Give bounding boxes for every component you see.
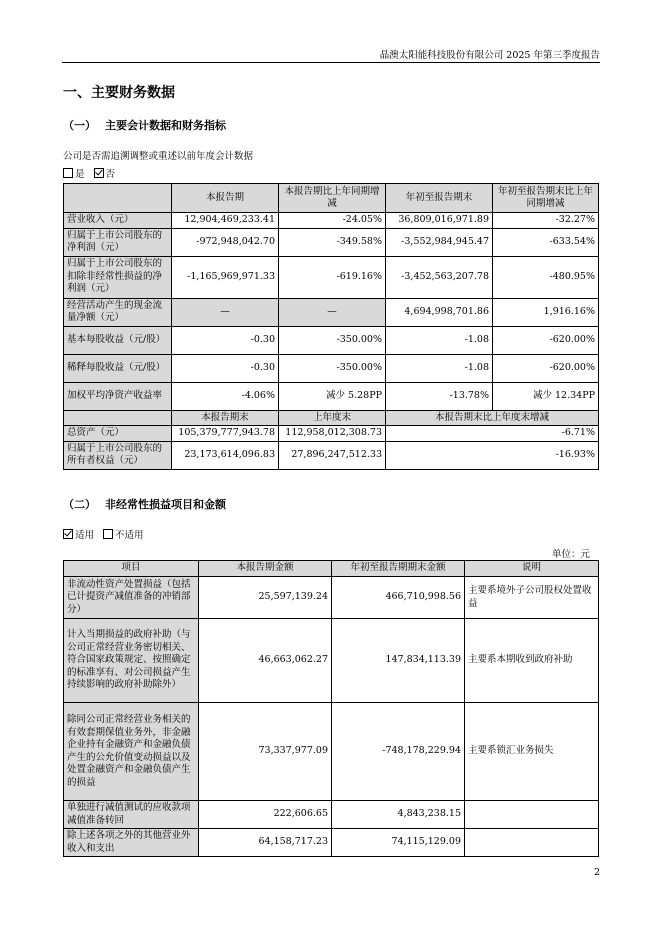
row-label: 总资产（元） bbox=[64, 426, 172, 442]
table-subheader-row bbox=[64, 410, 599, 426]
page-number: 2 bbox=[593, 867, 600, 878]
header-rule bbox=[62, 62, 600, 63]
row-label: 非流动性资产处置损益（包括已计提资产减值准备的冲销部分） bbox=[64, 577, 199, 619]
table-header-cell: 本报告期比上年同期增减 bbox=[279, 184, 386, 213]
table-row bbox=[64, 382, 599, 410]
applicable-options bbox=[63, 527, 150, 541]
row-label: 除同公司正常经营业务相关的有效套期保值业务外，非金融企业持有金融资产和金融负债产生的公允价值变动损益以及处置金融资产和金融负债产生的损益 bbox=[64, 703, 199, 801]
row-label: 经营活动产生的现金流量净额（元） bbox=[64, 298, 172, 326]
row-label: 单独进行减值测试的应收款项减值准备转回 bbox=[64, 801, 199, 829]
table-cell: -0.30 bbox=[172, 354, 279, 382]
non-recurring-items-table bbox=[63, 560, 599, 857]
row-label: 计入当期损益的政府补助（与公司正常经营业务密切相关、符合国家政策规定、按照确定的标准享有、对公司损益产生持续影响的政府补助除外） bbox=[64, 619, 199, 703]
table-cell: 64,158,717.23 bbox=[199, 829, 332, 857]
table-row bbox=[64, 441, 599, 469]
table-cell: -620.00% bbox=[493, 354, 599, 382]
table-cell: -1.08 bbox=[386, 326, 493, 354]
page-header: 晶澳太阳能科技股份有限公司 2025 年第三季度报告 bbox=[379, 50, 600, 61]
row-label: 营业收入（元） bbox=[64, 213, 172, 229]
table-cell: -3,552,984,945.47 bbox=[386, 228, 493, 256]
table-cell: -480.95% bbox=[493, 256, 599, 298]
table-cell: — bbox=[172, 298, 279, 326]
subsection-1-number: （一） bbox=[63, 119, 96, 132]
table-cell: 12,904,469,233.41 bbox=[172, 213, 279, 229]
table-cell: -24.05% bbox=[279, 213, 386, 229]
table-cell: -620.00% bbox=[493, 326, 599, 354]
table-cell: 147,834,113.39 bbox=[332, 619, 465, 703]
table-row bbox=[64, 426, 599, 442]
table-cell bbox=[465, 801, 599, 829]
key-financial-data-table bbox=[63, 183, 599, 470]
table-cell: 46,663,062.27 bbox=[199, 619, 332, 703]
table-header-cell: 本报告期金额 bbox=[199, 561, 332, 577]
subsection-1-title: 主要会计数据和财务指标 bbox=[105, 119, 226, 132]
table-row bbox=[64, 829, 599, 857]
table-cell: 36,809,016,971.89 bbox=[386, 213, 493, 229]
table-cell: 73,337,977.09 bbox=[199, 703, 332, 801]
table-cell: 27,896,247,512.33 bbox=[279, 441, 386, 469]
retro-option-no-label: 否 bbox=[105, 169, 116, 180]
table-row bbox=[64, 228, 599, 256]
table-corner-cell bbox=[64, 410, 172, 426]
unit-label: 单位：元 bbox=[551, 549, 590, 560]
table-cell: 25,597,139.24 bbox=[199, 577, 332, 619]
table-row bbox=[64, 298, 599, 326]
retro-option-no[interactable] bbox=[94, 169, 116, 180]
table-cell: -349.58% bbox=[279, 228, 386, 256]
table-cell: -13.78% bbox=[386, 382, 493, 410]
table-header-row bbox=[64, 561, 599, 577]
table-header-cell: 上年度末 bbox=[279, 410, 386, 426]
table-cell: — bbox=[279, 298, 386, 326]
row-label: 加权平均净资产收益率 bbox=[64, 382, 172, 410]
table-row bbox=[64, 619, 599, 703]
row-label: 归属于上市公司股东的扣除非经常性损益的净利润（元） bbox=[64, 256, 172, 298]
table-header-row bbox=[64, 184, 599, 213]
table-cell: 222,606.65 bbox=[199, 801, 332, 829]
subsection-2-title: 非经常性损益项目和金额 bbox=[105, 498, 226, 511]
table-cell: -1.08 bbox=[386, 354, 493, 382]
table-cell: -748,178,229.94 bbox=[332, 703, 465, 801]
checkbox-unchecked-icon[interactable] bbox=[63, 168, 73, 178]
section-title: 一、主要财务数据 bbox=[63, 85, 175, 101]
table-row bbox=[64, 256, 599, 298]
table-header-cell: 年初至报告期末比上年同期增减 bbox=[493, 184, 599, 213]
row-label: 基本每股收益（元/股） bbox=[64, 326, 172, 354]
table-cell bbox=[465, 829, 599, 857]
table-row bbox=[64, 326, 599, 354]
table-header-cell: 年初至报告期期末金额 bbox=[332, 561, 465, 577]
table-cell: -4.06% bbox=[172, 382, 279, 410]
row-label: 除上述各项之外的其他营业外收入和支出 bbox=[64, 829, 199, 857]
table-header-cell: 项目 bbox=[64, 561, 199, 577]
table-cell: -972,948,042.70 bbox=[172, 228, 279, 256]
retro-option-yes[interactable] bbox=[63, 169, 85, 180]
row-label: 归属于上市公司股东的所有者权益（元） bbox=[64, 441, 172, 469]
checkbox-checked-icon[interactable] bbox=[94, 168, 104, 178]
table-cell: 4,843,238.15 bbox=[332, 801, 465, 829]
table-cell: -6.71% bbox=[386, 426, 599, 442]
table-cell: 105,379,777,943.78 bbox=[172, 426, 279, 442]
retro-question: 公司是否需追溯调整或重述以前年度会计数据 bbox=[63, 151, 254, 162]
table-cell: 减少 12.34PP bbox=[493, 382, 599, 410]
table-cell: -3,452,563,207.78 bbox=[386, 256, 493, 298]
table-row bbox=[64, 577, 599, 619]
table-cell: 74,115,129.09 bbox=[332, 829, 465, 857]
table-header-cell: 本报告期 bbox=[172, 184, 279, 213]
table-header-cell: 年初至报告期末 bbox=[386, 184, 493, 213]
table-cell: -619.16% bbox=[279, 256, 386, 298]
table-header-cell: 本报告期末 bbox=[172, 410, 279, 426]
table-cell: 主要系本期收到政府补助 bbox=[465, 619, 599, 703]
table-row bbox=[64, 703, 599, 801]
table-cell: 4,694,998,701.86 bbox=[386, 298, 493, 326]
table-cell: 466,710,998.56 bbox=[332, 577, 465, 619]
table-cell: 主要系锁汇业务损失 bbox=[465, 703, 599, 801]
table-cell: 1,916.16% bbox=[493, 298, 599, 326]
table-row bbox=[64, 801, 599, 829]
subsection-2-heading bbox=[63, 496, 226, 512]
row-label: 稀释每股收益（元/股） bbox=[64, 354, 172, 382]
table-cell: 23,173,614,096.83 bbox=[172, 441, 279, 469]
table-cell: -32.27% bbox=[493, 213, 599, 229]
table-cell: -0.30 bbox=[172, 326, 279, 354]
applicable-option-no[interactable] bbox=[103, 530, 144, 541]
table-corner-cell bbox=[64, 184, 172, 213]
checkbox-unchecked-icon[interactable] bbox=[103, 529, 113, 539]
table-row bbox=[64, 213, 599, 229]
applicable-option-yes[interactable] bbox=[63, 530, 94, 541]
applicable-option-yes-label: 适用 bbox=[75, 530, 95, 541]
table-header-cell: 本报告期末比上年度末增减 bbox=[386, 410, 599, 426]
table-cell: -350.00% bbox=[279, 326, 386, 354]
table-row bbox=[64, 354, 599, 382]
table-cell: -16.93% bbox=[386, 441, 599, 469]
retro-option-yes-label: 是 bbox=[75, 169, 85, 180]
table-cell: 主要系境外子公司股权处置收益 bbox=[465, 577, 599, 619]
checkbox-checked-icon[interactable] bbox=[63, 529, 73, 539]
table-cell: -350.00% bbox=[279, 354, 386, 382]
subsection-1-heading bbox=[63, 117, 226, 133]
table-cell: -633.54% bbox=[493, 228, 599, 256]
retro-options bbox=[63, 166, 121, 180]
table-header-cell: 说明 bbox=[465, 561, 599, 577]
table-cell: 减少 5.28PP bbox=[279, 382, 386, 410]
subsection-2-number: （二） bbox=[63, 498, 96, 511]
applicable-option-no-label: 不适用 bbox=[115, 530, 144, 541]
table-cell: -1,165,969,971.33 bbox=[172, 256, 279, 298]
row-label: 归属于上市公司股东的净利润（元） bbox=[64, 228, 172, 256]
table-cell: 112,958,012,308.73 bbox=[279, 426, 386, 442]
